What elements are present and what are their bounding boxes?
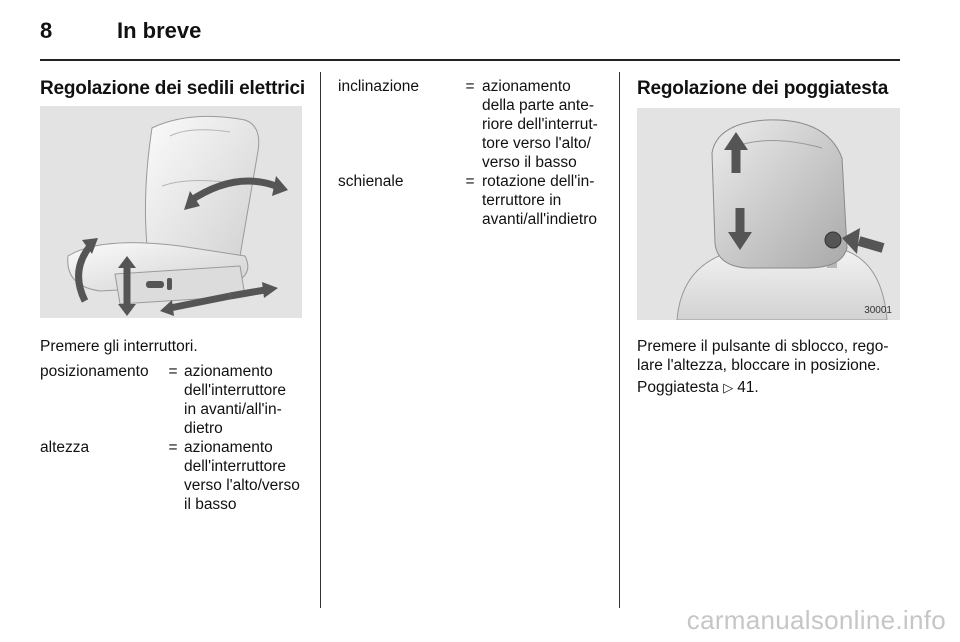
column-divider-right — [619, 72, 620, 608]
image-code: 30001 — [864, 305, 892, 316]
definition-positioning — [40, 362, 310, 438]
column-divider-left — [320, 72, 321, 608]
seat-definition-list — [40, 362, 310, 514]
separator: = — [465, 78, 475, 95]
description: rotazione dell'in- terruttore in avanti/all'indietro — [482, 173, 597, 228]
separator: = — [168, 363, 178, 380]
separator: = — [168, 439, 178, 456]
page-reference-arrow-icon: ▷ — [723, 380, 734, 395]
headrest-reference — [637, 378, 759, 397]
page-number: 8 — [40, 18, 53, 43]
term: schienale — [338, 173, 404, 190]
description: azionamento della parte ante- riore dell'interrut- tore verso l'alto/ verso il basso — [482, 78, 598, 171]
watermark: carmanualsonline.info — [686, 605, 946, 635]
headrest-illustration-icon — [637, 108, 900, 320]
reference-page[interactable]: 41. — [737, 379, 759, 396]
description: azionamento dell'interruttore in avanti/all'in- dietro — [184, 363, 287, 437]
definition-height — [40, 438, 310, 514]
section-heading-power-seats: Regolazione dei sedili elettrici — [40, 78, 305, 99]
term: posizionamento — [40, 363, 149, 380]
headrest-instruction: Premere il pulsante di sblocco, rego- lare l'altezza, bloccare in posizione. — [637, 338, 889, 374]
power-seat-illustration-icon — [40, 106, 302, 318]
seat-illustration — [40, 106, 302, 318]
description: azionamento dell'interruttore verso l'alto/verso il basso — [184, 439, 300, 513]
headrest-illustration — [637, 108, 900, 320]
section-heading-headrests: Regolazione dei poggiatesta — [637, 78, 889, 99]
page-title: In breve — [117, 18, 202, 43]
term: altezza — [40, 439, 90, 456]
seat-instruction: Premere gli interruttori. — [40, 338, 198, 355]
definition-inclination — [338, 77, 610, 172]
header-rule — [40, 59, 900, 61]
reference-text: Poggiatesta — [637, 379, 719, 396]
separator: = — [465, 173, 475, 190]
seat-definition-list-continued — [338, 77, 610, 229]
definition-backrest — [338, 172, 610, 229]
term: inclinazione — [338, 78, 419, 95]
